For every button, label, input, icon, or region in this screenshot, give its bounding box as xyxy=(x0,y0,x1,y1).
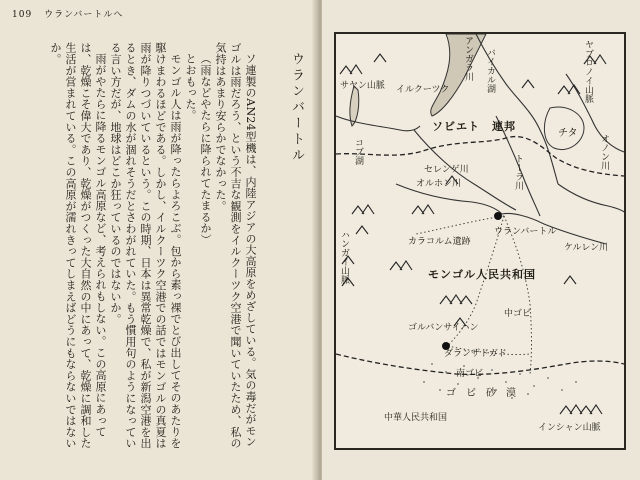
kobdo-label: コブ湖 xyxy=(353,138,363,165)
page-number: 109 xyxy=(12,10,33,20)
khangai-label: ハンガイ山脈 xyxy=(339,230,349,284)
paragraph: とおもった。 xyxy=(184,53,197,121)
kerulen-label: ケルレン川 xyxy=(564,243,609,253)
angara-label: アンガラ川 xyxy=(463,36,473,81)
selenga-label: セレンゲ川 xyxy=(424,165,469,175)
mongolia-label: モンゴル人民共和国 xyxy=(428,268,536,281)
union-label: 連邦 xyxy=(492,120,516,133)
paragraph: モンゴル人は雨が降ったらよろこぶ。包から素っ裸でとび出してそのあたりを駆けまわるほどである。しかし、イルクーツク空港での話ではモンゴルの真夏は雨が降りつづいているという。この時期、日本は異常乾燥で、私が新潟空港を出るとき、ダムの水が涸れそうだとさわがれていた。もう慣用句のようになっている言い方だが、地球はどこか狂っているのではないか。 xyxy=(109,42,182,449)
sayan-label: サヤン山脈 xyxy=(340,81,385,91)
soviet-border xyxy=(336,137,624,176)
section-title: ウランバートル xyxy=(289,52,304,164)
running-head xyxy=(12,7,123,20)
middle-gobi-label: 中ゴビ xyxy=(504,309,532,319)
karakorum-label: カラコルム遺跡 xyxy=(408,237,471,247)
soviet-label: ソビエト xyxy=(432,120,480,133)
onon-label: オノン川 xyxy=(599,134,609,170)
yinshan-label: インシャン山脈 xyxy=(538,423,601,433)
gurvan-saikhan-label: ゴルバンサイハン xyxy=(408,323,479,333)
tuul-label: トーラ川 xyxy=(513,154,523,190)
paragraph: （雨などやたらに降られてたまるか） xyxy=(199,53,212,246)
china-label: 中華人民共和国 xyxy=(384,413,448,423)
chita-label: チタ xyxy=(558,128,578,139)
ulaanbaatar-label: ウランバートル xyxy=(494,227,557,237)
irkutsk-label: イルクーツク xyxy=(396,85,450,95)
yablonovy-label: ヤブロノイ山脈 xyxy=(583,40,593,103)
orkhon-label: オルホン川 xyxy=(416,179,462,189)
body-text xyxy=(18,42,258,454)
lake-khovsgol xyxy=(350,86,359,126)
gobi-label: ゴ ビ 砂 漠 xyxy=(446,388,516,399)
baikal-label: バイカル湖 xyxy=(485,48,495,93)
map-of-mongolia xyxy=(334,32,626,450)
paragraph: ソ連製のAN24型機は、内陸アジアの大高原をめざしている。気の毒だがモンゴルは雨だろう、という不吉な観測をイルクーツク空港で聞いていたため、私の気持はあまり安らかでなかった。 xyxy=(214,42,257,449)
ulaanbaatar-marker xyxy=(494,212,502,220)
lake-baikal xyxy=(431,34,486,116)
dalanzadgad-label: ダランザドガド xyxy=(444,349,507,359)
paragraph: 雨がやたらに降るモンゴル高原など、考えられもしない。この高原にあっては、乾燥こそ偉大であり、乾燥がつくった大自然の中にあって、乾燥に調和した生活が営まれている。この高原が濡れきってしまえばどうにもならないではないか。 xyxy=(49,42,107,449)
chapter-title: ウランバートルへ xyxy=(44,10,124,20)
south-gobi-label: 南ゴビ xyxy=(456,369,484,379)
left-page xyxy=(0,0,318,480)
